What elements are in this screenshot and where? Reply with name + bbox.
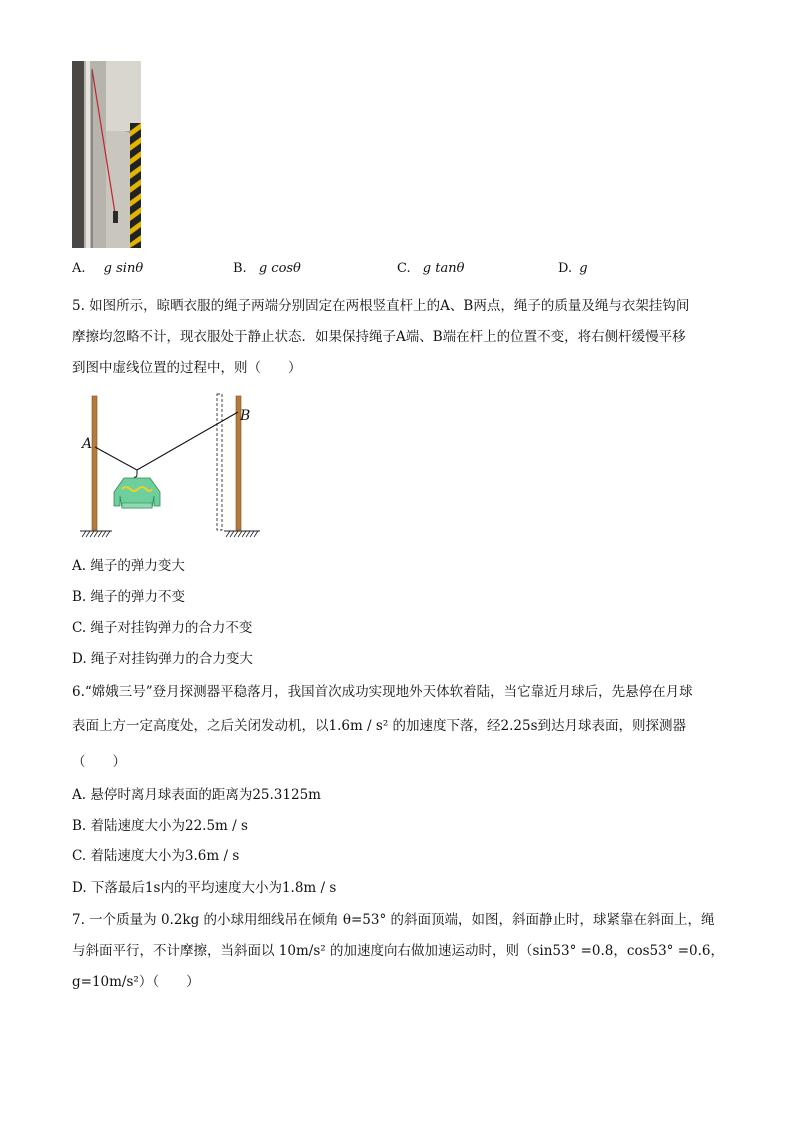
q4-option-d[interactable]	[558, 260, 588, 278]
option-expression: g	[579, 261, 588, 276]
label-a: A	[82, 436, 93, 452]
option-expression: g cosθ	[258, 261, 301, 276]
dashed-pole	[217, 394, 222, 530]
q6-option-c[interactable]: C. 着陆速度大小为3.6m / s	[72, 848, 240, 864]
sweater	[114, 478, 160, 508]
option-letter: B.	[233, 261, 247, 276]
q7-stem-line: 与斜面平行，不计摩擦，当斜面以 10m/s² 的加速度向右做加速运动时，则（sin53° =0.8，cos53° =0.6，	[72, 943, 725, 959]
q6-stem-line: 表面上方一定高度处，之后关闭发动机，以1.6m / s² 的加速度下落，经2.25s到达月球表面，则探测器	[72, 718, 687, 734]
q6-option-a[interactable]: A. 悬停时离月球表面的距离为25.3125m	[72, 787, 321, 803]
option-expression: g sinθ	[103, 261, 144, 276]
label-b: B	[240, 408, 251, 424]
q4-option-c[interactable]	[397, 260, 464, 278]
option-letter: D.	[558, 261, 573, 276]
q5-stem-line: 5. 如图所示，晾晒衣服的绳子两端分别固定在两根竖直杆上的A、B两点，绳子的质量及绳与衣架挂钩间	[72, 298, 690, 314]
option-letter: C.	[397, 261, 411, 276]
q5-option-c[interactable]: C. 绳子对挂钩弹力的合力不变	[72, 620, 253, 636]
q5-option-b[interactable]: B. 绳子的弹力不变	[72, 589, 186, 605]
q6-option-d[interactable]: D. 下落最后1s内的平均速度大小为1.8m / s	[72, 880, 337, 896]
q5-clothesline-figure	[74, 392, 264, 542]
q4-photo	[72, 61, 141, 248]
q5-option-d[interactable]: D. 绳子对挂钩弹力的合力变大	[72, 651, 253, 667]
q4-option-a[interactable]	[72, 260, 143, 278]
hanger-hook	[134, 470, 137, 477]
q6-stem-line: 6.“嫦娥三号”登月探测器平稳落月，我国首次成功实现地外天体软着陆，当它靠近月球后，先悬停在月球	[72, 684, 693, 700]
q7-stem-line: 7. 一个质量为 0.2kg 的小球用细线吊在倾角 θ=53° 的斜面顶端，如图，斜面静止时，球紧靠在斜面上，绳	[72, 912, 715, 928]
q5-stem-line: 到图中虚线位置的过程中，则（ ）	[72, 360, 302, 376]
q5-stem-line: 摩擦均忽略不计，现衣服处于静止状态．如果保持绳子A端、B端在杆上的位置不变，将右侧杆缓慢平移	[72, 329, 686, 345]
option-expression: g tanθ	[422, 261, 465, 276]
q5-option-a[interactable]: A. 绳子的弹力变大	[72, 558, 185, 574]
q7-stem-line: g=10m/s²）（ ）	[72, 974, 200, 990]
option-letter: A.	[72, 261, 86, 276]
q6-stem-line: （ ）	[72, 754, 126, 770]
left-pole	[92, 396, 97, 530]
q4-option-b[interactable]	[233, 260, 301, 278]
q6-option-b[interactable]: B. 着陆速度大小为22.5m / s	[72, 818, 248, 834]
